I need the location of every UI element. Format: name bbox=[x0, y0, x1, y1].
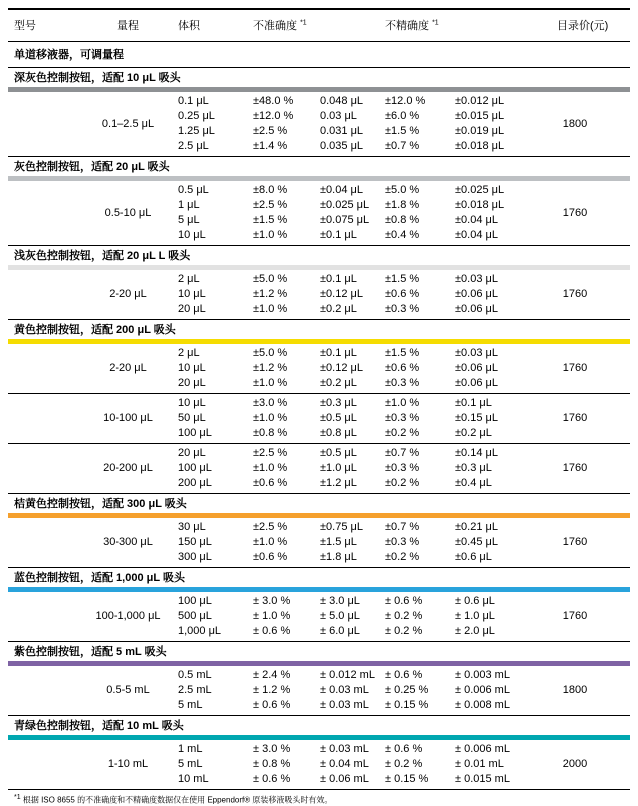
imprecision_percent-cell: ± 0.15 % bbox=[385, 699, 429, 711]
volume-cell: 100 μL bbox=[178, 462, 212, 474]
imprecision_absolute-cell: ±0.15 μL bbox=[455, 412, 498, 424]
imprecision_absolute-cell: ±0.012 μL bbox=[455, 95, 505, 107]
imprecision_percent-cell: ± 0.2 % bbox=[385, 610, 423, 622]
pipette-group-row bbox=[8, 444, 630, 494]
price-cell: 1760 bbox=[562, 362, 588, 374]
imprecision_absolute-cell: ±0.018 μL bbox=[455, 140, 505, 152]
volume-cell: 10 μL bbox=[178, 362, 206, 374]
inaccuracy_percent-cell: ±1.2 % bbox=[253, 288, 288, 300]
inaccuracy_absolute-cell: ±1.2 μL bbox=[320, 477, 357, 489]
inaccuracy_percent-cell: ± 2.4 % bbox=[253, 669, 291, 681]
pipette-group-row bbox=[8, 740, 630, 790]
inaccuracy_absolute-cell: ±0.12 μL bbox=[320, 362, 363, 374]
inaccuracy_percent-cell: ±48.0 % bbox=[253, 95, 294, 107]
table-header-row bbox=[8, 10, 630, 42]
range-cell: 100-1,000 μL bbox=[95, 610, 161, 622]
inaccuracy_percent-cell: ±1.0 % bbox=[253, 412, 288, 424]
section-title: 深灰色控制按钮，适配 10 μL 吸头 bbox=[14, 72, 181, 84]
imprecision_percent-cell: ±12.0 % bbox=[385, 95, 426, 107]
imprecision_absolute-cell: ± 2.0 μL bbox=[455, 625, 495, 637]
inaccuracy_percent-cell: ±1.0 % bbox=[253, 303, 288, 315]
range-cell: 2-20 μL bbox=[109, 288, 147, 300]
imprecision_absolute-cell: ±0.45 μL bbox=[455, 536, 498, 548]
pipette-group-row bbox=[8, 344, 630, 394]
pipette-group-row bbox=[8, 518, 630, 568]
section-title: 紫色控制按钮，适配 5 mL 吸头 bbox=[14, 646, 167, 658]
price-cell: 1760 bbox=[562, 536, 588, 548]
volume-cell: 2.5 mL bbox=[178, 684, 212, 696]
imprecision_absolute-cell: ±0.2 μL bbox=[455, 427, 492, 439]
imprecision_percent-cell: ±1.5 % bbox=[385, 273, 420, 285]
volume-cell: 1.25 μL bbox=[178, 125, 215, 137]
inaccuracy_absolute-cell: ±1.8 μL bbox=[320, 551, 357, 563]
volume-cell: 20 μL bbox=[178, 303, 206, 315]
imprecision_percent-cell: ±0.3 % bbox=[385, 303, 420, 315]
inaccuracy_absolute-cell: ± 5.0 μL bbox=[320, 610, 360, 622]
imprecision_percent-cell: ±0.6 % bbox=[385, 288, 420, 300]
inaccuracy_absolute-cell: ± 0.03 mL bbox=[320, 743, 369, 755]
imprecision_absolute-cell: ± 0.008 mL bbox=[455, 699, 510, 711]
imprecision_percent-cell: ±1.0 % bbox=[385, 397, 420, 409]
imprecision_absolute-cell: ±0.018 μL bbox=[455, 199, 505, 211]
inaccuracy_absolute-cell: ± 0.012 mL bbox=[320, 669, 375, 681]
inaccuracy_absolute-cell: ±0.12 μL bbox=[320, 288, 363, 300]
inaccuracy_absolute-cell: ±0.2 μL bbox=[320, 377, 357, 389]
volume-cell: 2 μL bbox=[178, 273, 200, 285]
inaccuracy_absolute-cell: ± 0.03 mL bbox=[320, 684, 369, 696]
imprecision_absolute-cell: ±0.06 μL bbox=[455, 377, 498, 389]
inaccuracy_absolute-cell: ±1.5 μL bbox=[320, 536, 357, 548]
imprecision_percent-cell: ±0.2 % bbox=[385, 551, 420, 563]
inaccuracy_percent-cell: ± 3.0 % bbox=[253, 595, 291, 607]
inaccuracy_absolute-cell: ±0.3 μL bbox=[320, 397, 357, 409]
inaccuracy_percent-cell: ±0.6 % bbox=[253, 551, 288, 563]
imprecision_percent-cell: ±0.8 % bbox=[385, 214, 420, 226]
inaccuracy_percent-cell: ± 1.0 % bbox=[253, 610, 291, 622]
imprecision_percent-cell: ± 0.15 % bbox=[385, 773, 429, 785]
range-cell: 0.5-10 μL bbox=[104, 206, 152, 219]
price-cell: 1800 bbox=[562, 684, 588, 696]
imprecision_percent-cell: ±1.8 % bbox=[385, 199, 420, 211]
price-cell: 1760 bbox=[562, 412, 588, 424]
inaccuracy_absolute-cell: 0.03 μL bbox=[320, 110, 357, 122]
footnote: $^{*1}$ 根据 ISO 8655 的不准确度和不精确度数据仅在使用 Eppendorf® 原装移液吸头时有效。 bbox=[14, 794, 333, 805]
imprecision_percent-cell: ± 0.6 % bbox=[385, 669, 423, 681]
column-header-price: 目录价(元) bbox=[557, 20, 609, 32]
inaccuracy_percent-cell: ±1.0 % bbox=[253, 377, 288, 389]
inaccuracy_absolute-cell: 0.048 μL bbox=[320, 95, 364, 107]
inaccuracy_percent-cell: ±5.0 % bbox=[253, 273, 288, 285]
volume-cell: 2 μL bbox=[178, 347, 200, 359]
volume-cell: 5 mL bbox=[178, 758, 203, 770]
volume-cell: 0.25 μL bbox=[178, 110, 215, 122]
volume-cell: 10 μL bbox=[178, 229, 206, 241]
range-cell: 1-10 mL bbox=[107, 758, 149, 770]
imprecision_percent-cell: ±1.5 % bbox=[385, 125, 420, 137]
imprecision_percent-cell: ± 0.2 % bbox=[385, 758, 423, 770]
price-cell: 1760 bbox=[562, 610, 588, 622]
volume-cell: 1,000 μL bbox=[178, 625, 222, 637]
pipette-group-row bbox=[8, 394, 630, 444]
imprecision_absolute-cell: ±0.019 μL bbox=[455, 125, 505, 137]
inaccuracy_absolute-cell: ±0.5 μL bbox=[320, 412, 357, 424]
column-header-volume: 体积 bbox=[178, 20, 200, 32]
imprecision_absolute-cell: ±0.1 μL bbox=[455, 397, 492, 409]
volume-cell: 1 μL bbox=[178, 199, 200, 211]
imprecision_percent-cell: ±1.5 % bbox=[385, 347, 420, 359]
imprecision_absolute-cell: ±0.03 μL bbox=[455, 273, 498, 285]
inaccuracy_absolute-cell: ±0.8 μL bbox=[320, 427, 357, 439]
inaccuracy_absolute-cell: ± 0.03 mL bbox=[320, 699, 369, 711]
inaccuracy_percent-cell: ±2.5 % bbox=[253, 521, 288, 533]
inaccuracy_absolute-cell: ±0.025 μL bbox=[320, 199, 370, 211]
inaccuracy_percent-cell: ± 0.8 % bbox=[253, 758, 291, 770]
inaccuracy_absolute-cell: ± 3.0 μL bbox=[320, 595, 360, 607]
volume-cell: 5 mL bbox=[178, 699, 203, 711]
footnote-marker: *1 bbox=[14, 794, 21, 801]
inaccuracy_percent-cell: ±0.8 % bbox=[253, 427, 288, 439]
volume-cell: 10 μL bbox=[178, 397, 206, 409]
inaccuracy_percent-cell: ±2.5 % bbox=[253, 447, 288, 459]
inaccuracy_percent-cell: ± 0.6 % bbox=[253, 699, 291, 711]
volume-cell: 0.1 μL bbox=[178, 95, 209, 107]
inaccuracy_percent-cell: ±1.0 % bbox=[253, 536, 288, 548]
volume-cell: 300 μL bbox=[178, 551, 212, 563]
inaccuracy_percent-cell: ±1.0 % bbox=[253, 229, 288, 241]
volume-cell: 500 μL bbox=[178, 610, 212, 622]
volume-cell: 5 μL bbox=[178, 214, 200, 226]
imprecision_percent-cell: ± 0.25 % bbox=[385, 684, 429, 696]
imprecision_absolute-cell: ± 0.01 mL bbox=[455, 758, 504, 770]
section-title: 灰色控制按钮，适配 20 μL 吸头 bbox=[14, 161, 170, 173]
volume-cell: 50 μL bbox=[178, 412, 206, 424]
inaccuracy_absolute-cell: ±0.04 μL bbox=[320, 184, 363, 196]
imprecision_absolute-cell: ±0.025 μL bbox=[455, 184, 505, 196]
imprecision_absolute-cell: ±0.06 μL bbox=[455, 288, 498, 300]
inaccuracy_absolute-cell: ±0.1 μL bbox=[320, 273, 357, 285]
column-header-inaccuracy: 不准确度 $^{*1}$ bbox=[253, 19, 307, 32]
section-title: 浅灰色控制按钮，适配 20 μL L 吸头 bbox=[14, 250, 191, 262]
volume-cell: 0.5 mL bbox=[178, 669, 212, 681]
column-header-model: 型号 bbox=[14, 20, 36, 32]
imprecision_percent-cell: ±0.3 % bbox=[385, 412, 420, 424]
volume-cell: 1 mL bbox=[178, 743, 203, 755]
imprecision_absolute-cell: ±0.015 μL bbox=[455, 110, 505, 122]
inaccuracy_absolute-cell: ± 0.06 mL bbox=[320, 773, 369, 785]
inaccuracy_absolute-cell: ±0.2 μL bbox=[320, 303, 357, 315]
imprecision_absolute-cell: ±0.06 μL bbox=[455, 362, 498, 374]
inaccuracy_absolute-cell: 0.031 μL bbox=[320, 125, 364, 137]
inaccuracy_percent-cell: ±8.0 % bbox=[253, 184, 288, 196]
imprecision_absolute-cell: ±0.4 μL bbox=[455, 477, 492, 489]
table-body bbox=[8, 68, 630, 790]
inaccuracy_absolute-cell: ±0.075 μL bbox=[320, 214, 370, 226]
footnote-marker: *1 bbox=[300, 19, 307, 27]
volume-cell: 10 μL bbox=[178, 288, 206, 300]
imprecision_percent-cell: ±0.7 % bbox=[385, 521, 420, 533]
pipette-group-row bbox=[8, 181, 630, 246]
imprecision_absolute-cell: ± 1.0 μL bbox=[455, 610, 495, 622]
imprecision_absolute-cell: ± 0.003 mL bbox=[455, 669, 510, 681]
imprecision_absolute-cell: ±0.06 μL bbox=[455, 303, 498, 315]
volume-cell: 150 μL bbox=[178, 536, 212, 548]
inaccuracy_absolute-cell: 0.035 μL bbox=[320, 140, 364, 152]
pipette-group-row bbox=[8, 92, 630, 157]
range-cell: 2-20 μL bbox=[109, 362, 147, 374]
volume-cell: 0.5 μL bbox=[178, 184, 209, 196]
range-cell: 0.5-5 mL bbox=[106, 684, 150, 696]
volume-cell: 2.5 μL bbox=[178, 140, 209, 152]
inaccuracy_absolute-cell: ±0.5 μL bbox=[320, 447, 357, 459]
range-cell: 0.1–2.5 μL bbox=[101, 117, 155, 130]
section-title: 桔黄色控制按钮，适配 300 μL 吸头 bbox=[14, 498, 187, 510]
volume-cell: 30 μL bbox=[178, 521, 206, 533]
inaccuracy_percent-cell: ±1.0 % bbox=[253, 462, 288, 474]
inaccuracy_percent-cell: ± 1.2 % bbox=[253, 684, 291, 696]
volume-cell: 10 mL bbox=[178, 773, 209, 785]
inaccuracy_percent-cell: ±1.2 % bbox=[253, 362, 288, 374]
pipette-group-row bbox=[8, 270, 630, 320]
inaccuracy_percent-cell: ±0.6 % bbox=[253, 477, 288, 489]
inaccuracy_percent-cell: ±12.0 % bbox=[253, 110, 294, 122]
imprecision_absolute-cell: ± 0.006 mL bbox=[455, 684, 510, 696]
footnote-marker: *1 bbox=[432, 19, 439, 27]
inaccuracy_percent-cell: ± 0.6 % bbox=[253, 773, 291, 785]
imprecision_absolute-cell: ±0.21 μL bbox=[455, 521, 498, 533]
imprecision_absolute-cell: ±0.3 μL bbox=[455, 462, 492, 474]
inaccuracy_absolute-cell: ±0.75 μL bbox=[320, 521, 363, 533]
imprecision_absolute-cell: ± 0.006 mL bbox=[455, 743, 510, 755]
range-cell: 10-100 μL bbox=[103, 412, 153, 424]
inaccuracy_percent-cell: ±2.5 % bbox=[253, 125, 288, 137]
volume-cell: 100 μL bbox=[178, 427, 212, 439]
imprecision_percent-cell: ± 0.2 % bbox=[385, 625, 423, 637]
inaccuracy_percent-cell: ±1.4 % bbox=[253, 140, 288, 152]
pipette-group-row bbox=[8, 592, 630, 642]
inaccuracy_percent-cell: ± 3.0 % bbox=[253, 743, 291, 755]
imprecision_percent-cell: ± 0.6 % bbox=[385, 743, 423, 755]
inaccuracy_percent-cell: ±2.5 % bbox=[253, 199, 288, 211]
inaccuracy_percent-cell: ±5.0 % bbox=[253, 347, 288, 359]
imprecision_absolute-cell: ±0.04 μL bbox=[455, 229, 498, 241]
price-cell: 1760 bbox=[562, 288, 588, 300]
section-title: 黄色控制按钮，适配 200 μL 吸头 bbox=[14, 324, 176, 336]
table-subtitle: 单道移液器，可调量程 bbox=[8, 42, 630, 68]
imprecision_percent-cell: ±0.3 % bbox=[385, 377, 420, 389]
inaccuracy_absolute-cell: ± 6.0 μL bbox=[320, 625, 360, 637]
imprecision_percent-cell: ±0.4 % bbox=[385, 229, 420, 241]
price-cell: 1760 bbox=[562, 462, 588, 474]
range-cell: 30-300 μL bbox=[103, 536, 153, 548]
range-cell: 20-200 μL bbox=[103, 462, 153, 474]
pipette-group-row bbox=[8, 666, 630, 716]
volume-cell: 200 μL bbox=[178, 477, 212, 489]
imprecision_percent-cell: ±5.0 % bbox=[385, 184, 420, 196]
volume-cell: 20 μL bbox=[178, 377, 206, 389]
imprecision_percent-cell: ± 0.6 % bbox=[385, 595, 423, 607]
imprecision_percent-cell: ±0.2 % bbox=[385, 477, 420, 489]
imprecision_percent-cell: ±6.0 % bbox=[385, 110, 420, 122]
volume-cell: 20 μL bbox=[178, 447, 206, 459]
imprecision_percent-cell: ±0.7 % bbox=[385, 447, 420, 459]
imprecision_percent-cell: ±0.3 % bbox=[385, 462, 420, 474]
inaccuracy_absolute-cell: ± 0.04 mL bbox=[320, 758, 369, 770]
imprecision_percent-cell: ±0.2 % bbox=[385, 427, 420, 439]
price-cell: 1760 bbox=[562, 206, 588, 219]
imprecision_percent-cell: ±0.6 % bbox=[385, 362, 420, 374]
imprecision_absolute-cell: ± 0.015 mL bbox=[455, 773, 510, 785]
imprecision_absolute-cell: ±0.03 μL bbox=[455, 347, 498, 359]
inaccuracy_percent-cell: ±1.5 % bbox=[253, 214, 288, 226]
imprecision_absolute-cell: ±0.04 μL bbox=[455, 214, 498, 226]
volume-cell: 100 μL bbox=[178, 595, 212, 607]
inaccuracy_percent-cell: ±3.0 % bbox=[253, 397, 288, 409]
section-title: 蓝色控制按钮，适配 1,000 μL 吸头 bbox=[14, 572, 185, 584]
inaccuracy_absolute-cell: ±0.1 μL bbox=[320, 229, 357, 241]
imprecision_absolute-cell: ±0.6 μL bbox=[455, 551, 492, 563]
price-cell: 1800 bbox=[562, 117, 588, 130]
section-title: 青绿色控制按钮，适配 10 mL 吸头 bbox=[14, 720, 184, 732]
imprecision_absolute-cell: ± 0.6 μL bbox=[455, 595, 495, 607]
column-header-imprecision: 不精确度 $^{*1}$ bbox=[385, 19, 439, 32]
inaccuracy_percent-cell: ± 0.6 % bbox=[253, 625, 291, 637]
inaccuracy_absolute-cell: ±0.1 μL bbox=[320, 347, 357, 359]
price-cell: 2000 bbox=[562, 758, 588, 770]
imprecision_percent-cell: ±0.7 % bbox=[385, 140, 420, 152]
imprecision_absolute-cell: ±0.14 μL bbox=[455, 447, 498, 459]
inaccuracy_absolute-cell: ±1.0 μL bbox=[320, 462, 357, 474]
imprecision_percent-cell: ±0.3 % bbox=[385, 536, 420, 548]
column-header-range: 量程 bbox=[117, 20, 139, 32]
